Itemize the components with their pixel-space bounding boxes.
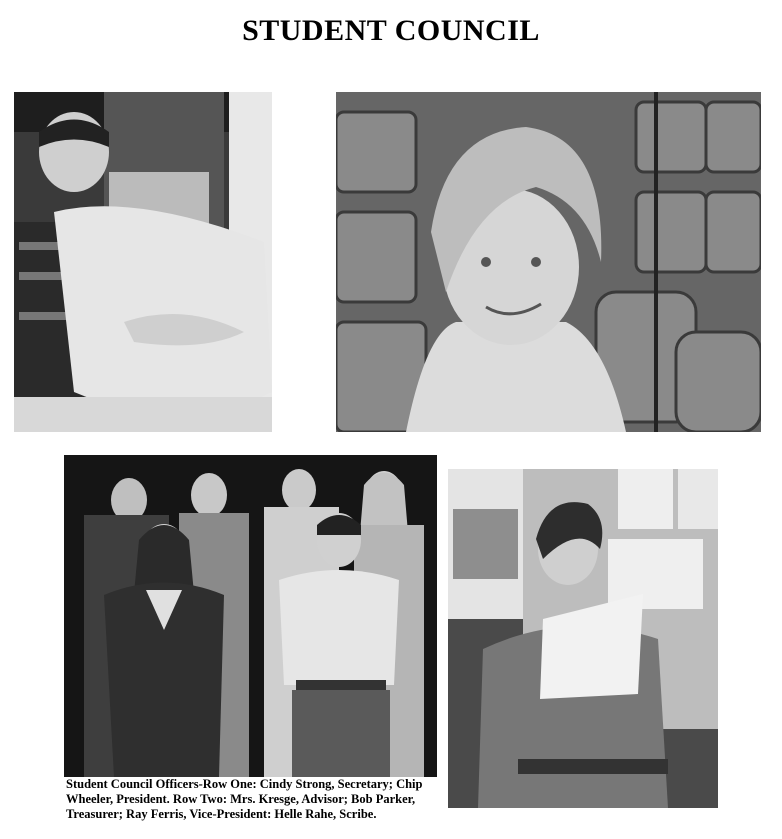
photo-auditorium-student xyxy=(336,92,761,432)
photo-group-portrait xyxy=(64,455,437,777)
photo-reclining-student xyxy=(14,92,272,432)
page-title: STUDENT COUNCIL xyxy=(242,14,540,47)
photo-reading-student xyxy=(448,469,718,808)
photo-caption: Student Council Officers-Row One: Cindy Strong, Secretary; Chip Wheeler, President. Row Two: Mrs. Kresge, Advisor; Bob Parker, Treasurer; Ray Ferris, Vice-President: Helle Rahe, Scribe. xyxy=(66,777,423,821)
